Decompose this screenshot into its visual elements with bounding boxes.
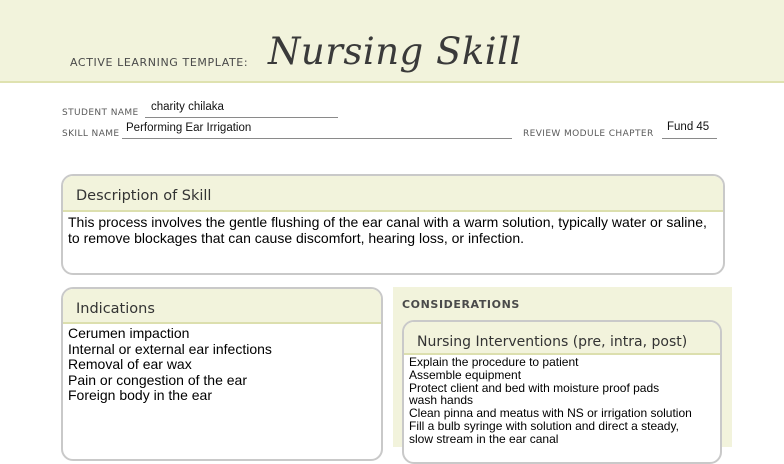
student-name-field[interactable]: charity chilaka	[151, 101, 224, 113]
skill-name-line	[122, 138, 512, 139]
interventions-list[interactable]	[409, 356, 692, 446]
interventions-header	[404, 322, 720, 355]
student-name-line	[145, 117, 338, 118]
list-item: slow stream in the ear canal	[409, 431, 559, 446]
skill-name-field[interactable]: Performing Ear Irrigation	[126, 122, 252, 134]
interventions-box	[402, 320, 722, 464]
indications-list[interactable]	[68, 326, 272, 404]
list-item: Cerumen impaction	[68, 325, 190, 341]
student-name-label: STUDENT NAME	[62, 108, 139, 118]
review-module-line	[662, 138, 717, 139]
description-heading: Description of Skill	[76, 188, 212, 204]
review-module-label: REVIEW MODULE CHAPTER	[523, 129, 654, 139]
indications-box	[61, 287, 383, 461]
considerations-label: CONSIDERATIONS	[402, 298, 520, 311]
list-item: Internal or external ear infections	[68, 340, 272, 357]
considerations-section	[393, 287, 732, 447]
indications-heading: Indications	[76, 301, 155, 317]
list-item: Explain the procedure to patient	[409, 355, 579, 369]
template-header	[0, 0, 784, 83]
review-module-field[interactable]: Fund 45	[667, 121, 710, 133]
list-item: wash hands	[409, 393, 474, 408]
list-item: Removal of ear wax	[68, 356, 192, 372]
list-item: Pain or congestion of the ear	[68, 371, 248, 388]
template-title: Nursing Skill	[268, 30, 522, 73]
description-header	[63, 176, 723, 212]
list-item: Foreign body in the ear	[68, 387, 212, 403]
skill-name-label: SKILL NAME	[62, 129, 120, 139]
template-label: ACTIVE LEARNING TEMPLATE:	[70, 56, 249, 69]
indications-header	[63, 289, 381, 324]
list-item: Clean pinna and meatus with NS or irrigation solution	[409, 406, 692, 421]
list-item: Assemble equipment	[409, 367, 522, 382]
description-box	[61, 174, 725, 275]
description-text[interactable]: This process involves the gentle flushing of the ear canal with a warm solution, typically water or saline, to remove blockages that can cause discomfort, hearing loss, or infection.	[68, 214, 707, 246]
list-item: Fill a bulb syringe with solution and direct a steady,	[409, 418, 679, 433]
interventions-heading: Nursing Interventions (pre, intra, post)	[417, 334, 688, 350]
list-item: Protect client and bed with moisture proof pads	[409, 380, 660, 395]
